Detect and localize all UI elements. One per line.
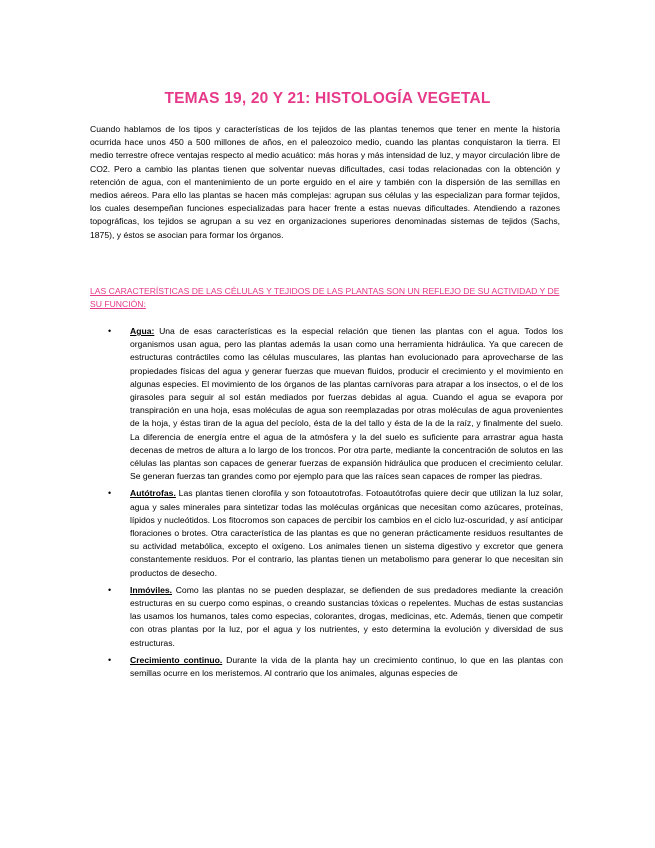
bullet-icon: • xyxy=(108,326,112,336)
bullet-icon: • xyxy=(108,584,112,595)
item-term: Agua: xyxy=(130,326,155,336)
section-subheading: LAS CARACTERÍSTICAS DE LAS CÉLULAS Y TEJIDOS DE LAS PLANTAS SON UN REFLEJO DE SU ACTIVIDAD Y DE SU FUNCIÓN: xyxy=(90,286,560,310)
item-text: Como las plantas no se pueden desplazar, se defienden de sus predadores mediante la creación estructuras en su cuerpo como espinas, o creando sustancias tóxicas o repelentes. Muchas de estas sustancias las usamos los humanos, tales como especias, colorantes, drogas, medicinas, etc. Además, tienen que competir con otras plantas por la luz, por el agua y los nutrientes, y esto determina la evolución y diversidad de sus estructuras. xyxy=(130,584,563,648)
intro-paragraph: Cuando hablamos de los tipos y características de los tejidos de las plantas tenemos que tener en mente la historia ocurrida hace unos 450 a 500 millones de años, en el paleozoico medio, cuando las plantas conquistaron la tierra. El medio terrestre ofrece ventajas respecto al medio acuático: más horas y más intensidad de luz, y mayor circulación libre de CO2. Pero a cambio las plantas tienen que solventar nuevas dificultades, casi todas relacionadas con la obtención y retención de agua, con el mantenimiento de un porte erguido en el aire y también con la dispersión de las semillas en medios aéreos. Para ello las plantas se hacen más complejas: agrupan sus células y las especializan para formar tejidos, los cuales desempeñan funciones especializadas para hacer frente a estas nuevas dificultades. Atendiendo a razones topográficas, los tejidos se agrupan a su vez en organizaciones superiores denominadas sistemas de tejidos (Sachs, 1875), y éstos se asocian para formar los órganos. xyxy=(90,124,560,240)
item-text: Las plantas tienen clorofila y son fotoautotrofas. Fotoautótrofas quiere decir que utilizan la luz solar, agua y sales minerales para sintetizar todas las moléculas orgánicas que necesitan como azúcares, proteínas, lípidos y nucleótidos. Los fitocromos son capaces de percibir los cambios en el ciclo luz-oscuridad, y así anticipar floraciones o brotes. Otra característica de las plantas es que no generan prácticamente residuos resultantes de su actividad metabólica, excepto el oxígeno. Los animales tienen un sistema digestivo y excretor que genera constantemente residuos. Por el contrario, las plantas tienen un metabolismo para generar lo que necesitan sin productos de desecho. xyxy=(130,488,563,578)
list-item-autotrofas xyxy=(108,487,563,579)
bullet-icon: • xyxy=(108,488,112,499)
characteristics-list xyxy=(108,325,563,680)
item-term: Inmóviles. xyxy=(130,584,173,595)
item-term: Crecimiento continuo. xyxy=(130,654,223,665)
list-item-agua xyxy=(108,325,563,483)
list-item-inmoviles xyxy=(108,584,563,650)
item-text: Durante la vida de la planta hay un crecimiento continuo, lo que en las plantas con semillas ocurre en los meristemos. Al contrario que los animales, algunas especies de xyxy=(130,654,563,679)
item-term: Autótrofas. xyxy=(130,488,176,499)
list-item-crecimiento xyxy=(108,654,563,680)
item-text: Una de esas características es la especial relación que tienen las plantas con el agua. Todos los organismos usan agua, pero las plantas además la usan como una herramienta hidráulica. Ya que carecen de estructuras contráctiles como las células musculares, las plantas han evolucionado para aprovecharse de las propiedades físicas del agua y generar fuerzas que muevan fluidos, producir el crecimiento y el movimiento en algunas especies. El movimiento de los órganos de las plantas carnívoras para atrapar a los insectos, o el de los girasoles para seguir al sol están mediados por fuerzas debidas al agua. Cuando el agua se evapora por transpiración en una hoja, esas moléculas de agua son reemplazadas por otras moléculas de agua provenientes de la hoja, y éstas tiran de la agua del pecíolo, ésta de la del tallo y ésta de la de la raíz, y finalmente del suelo. La diferencia de energía entre el agua de la atmósfera y la del suelo es suficiente para arrastrar agua hasta decenas de metros de altura a lo largo de los troncos. Por otra parte, mediante la concentración de solutos en las células las plantas son capaces de generar fuerzas de expansión hidráulica que producen el crecimiento celular. Se generan fuerzas tan grandes como por ejemplo para que las raíces sean capaces de romper las piedras. xyxy=(130,326,563,482)
bullet-icon: • xyxy=(108,654,112,665)
document-title: TEMAS 19, 20 Y 21: HISTOLOGÍA VEGETAL xyxy=(164,90,491,107)
